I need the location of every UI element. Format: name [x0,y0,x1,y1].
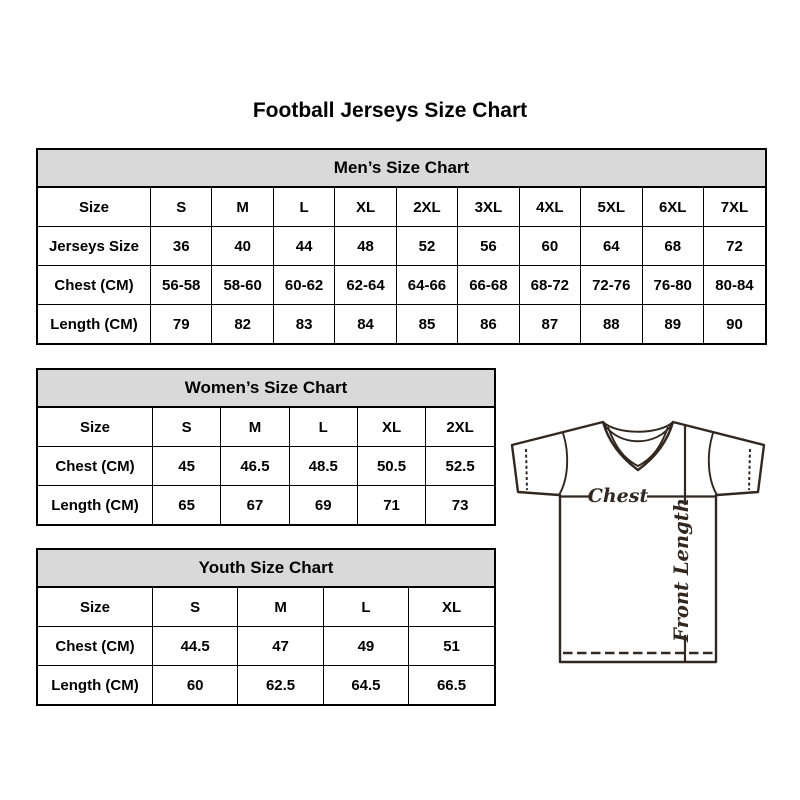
value-cell: 40 [212,227,273,266]
youth-size-table [38,588,494,704]
value-cell: 7XL [703,188,765,227]
row-label-cell: Chest (CM) [38,266,151,305]
mens-size-chart [36,148,767,345]
value-cell: 48 [335,227,396,266]
value-cell: 87 [519,305,580,344]
table-row [38,627,494,666]
right-cuff-dashed-line-icon [749,449,750,490]
table-row [38,447,494,486]
chest-label: Chest [587,485,649,507]
row-label-cell: Chest (CM) [38,447,153,486]
value-cell: 2XL [426,408,494,447]
value-cell: 84 [335,305,396,344]
collar-inner-v-icon [608,427,668,466]
table-row [38,408,494,447]
table-row [38,266,765,305]
value-cell: 66.5 [409,666,494,705]
value-cell: 4XL [519,188,580,227]
jersey-outline-icon [512,422,764,662]
table-row [38,305,765,344]
value-cell: 62-64 [335,266,396,305]
value-cell: 67 [221,486,289,525]
value-cell: 44.5 [153,627,238,666]
row-label-cell: Length (CM) [38,305,151,344]
value-cell: 68 [642,227,703,266]
value-cell: 36 [151,227,212,266]
womens-size-chart [36,368,496,526]
jersey-measurement-diagram [495,395,795,695]
value-cell: 58-60 [212,266,273,305]
value-cell: 48.5 [289,447,357,486]
row-label-cell: Length (CM) [38,666,153,705]
right-armhole-seam-icon [709,433,717,495]
table-row [38,227,765,266]
value-cell: S [151,188,212,227]
value-cell: 64-66 [396,266,457,305]
left-cuff-dashed-line-icon [526,449,527,490]
womens-size-table [38,408,494,524]
value-cell: S [153,408,221,447]
value-cell: 71 [357,486,425,525]
page-title: Football Jerseys Size Chart [252,99,528,122]
row-label-cell: Size [38,588,153,627]
value-cell: 76-80 [642,266,703,305]
front-length-label: Front Length [670,498,693,642]
value-cell: 45 [153,447,221,486]
value-cell: 88 [581,305,642,344]
row-label-cell: Chest (CM) [38,627,153,666]
table-row [38,666,494,705]
row-label-cell: Jerseys Size [38,227,151,266]
value-cell: 80-84 [703,266,765,305]
value-cell: 2XL [396,188,457,227]
value-cell: 56-58 [151,266,212,305]
value-cell: 64 [581,227,642,266]
womens-size-chart-title: Women’s Size Chart [38,370,494,408]
value-cell: L [323,588,408,627]
value-cell: 72 [703,227,765,266]
value-cell: 82 [212,305,273,344]
value-cell: XL [335,188,396,227]
value-cell: 68-72 [519,266,580,305]
value-cell: 51 [409,627,494,666]
value-cell: 6XL [642,188,703,227]
value-cell: 86 [458,305,519,344]
value-cell: 85 [396,305,457,344]
value-cell: 64.5 [323,666,408,705]
table-row [38,486,494,525]
row-label-cell: Size [38,408,153,447]
value-cell: 47 [238,627,323,666]
table-row [38,588,494,627]
value-cell: 52.5 [426,447,494,486]
value-cell: 5XL [581,188,642,227]
value-cell: 46.5 [221,447,289,486]
value-cell: L [273,188,334,227]
value-cell: 89 [642,305,703,344]
mens-size-chart-title: Men’s Size Chart [38,150,765,188]
value-cell: M [221,408,289,447]
value-cell: 73 [426,486,494,525]
table-row [38,188,765,227]
value-cell: 62.5 [238,666,323,705]
value-cell: 69 [289,486,357,525]
value-cell: 50.5 [357,447,425,486]
value-cell: 83 [273,305,334,344]
row-label-cell: Size [38,188,151,227]
value-cell: 79 [151,305,212,344]
value-cell: 60 [153,666,238,705]
value-cell: M [238,588,323,627]
value-cell: 60 [519,227,580,266]
collar-back-arc-icon [603,422,673,432]
value-cell: 49 [323,627,408,666]
row-label-cell: Length (CM) [38,486,153,525]
value-cell: 66-68 [458,266,519,305]
value-cell: XL [409,588,494,627]
youth-size-chart [36,548,496,706]
value-cell: 60-62 [273,266,334,305]
value-cell: 52 [396,227,457,266]
value-cell: S [153,588,238,627]
youth-size-chart-title: Youth Size Chart [38,550,494,588]
mens-size-table [38,188,765,343]
left-armhole-seam-icon [559,433,567,495]
value-cell: 90 [703,305,765,344]
value-cell: 56 [458,227,519,266]
value-cell: 65 [153,486,221,525]
value-cell: 44 [273,227,334,266]
value-cell: L [289,408,357,447]
value-cell: XL [357,408,425,447]
value-cell: 3XL [458,188,519,227]
value-cell: 72-76 [581,266,642,305]
value-cell: M [212,188,273,227]
